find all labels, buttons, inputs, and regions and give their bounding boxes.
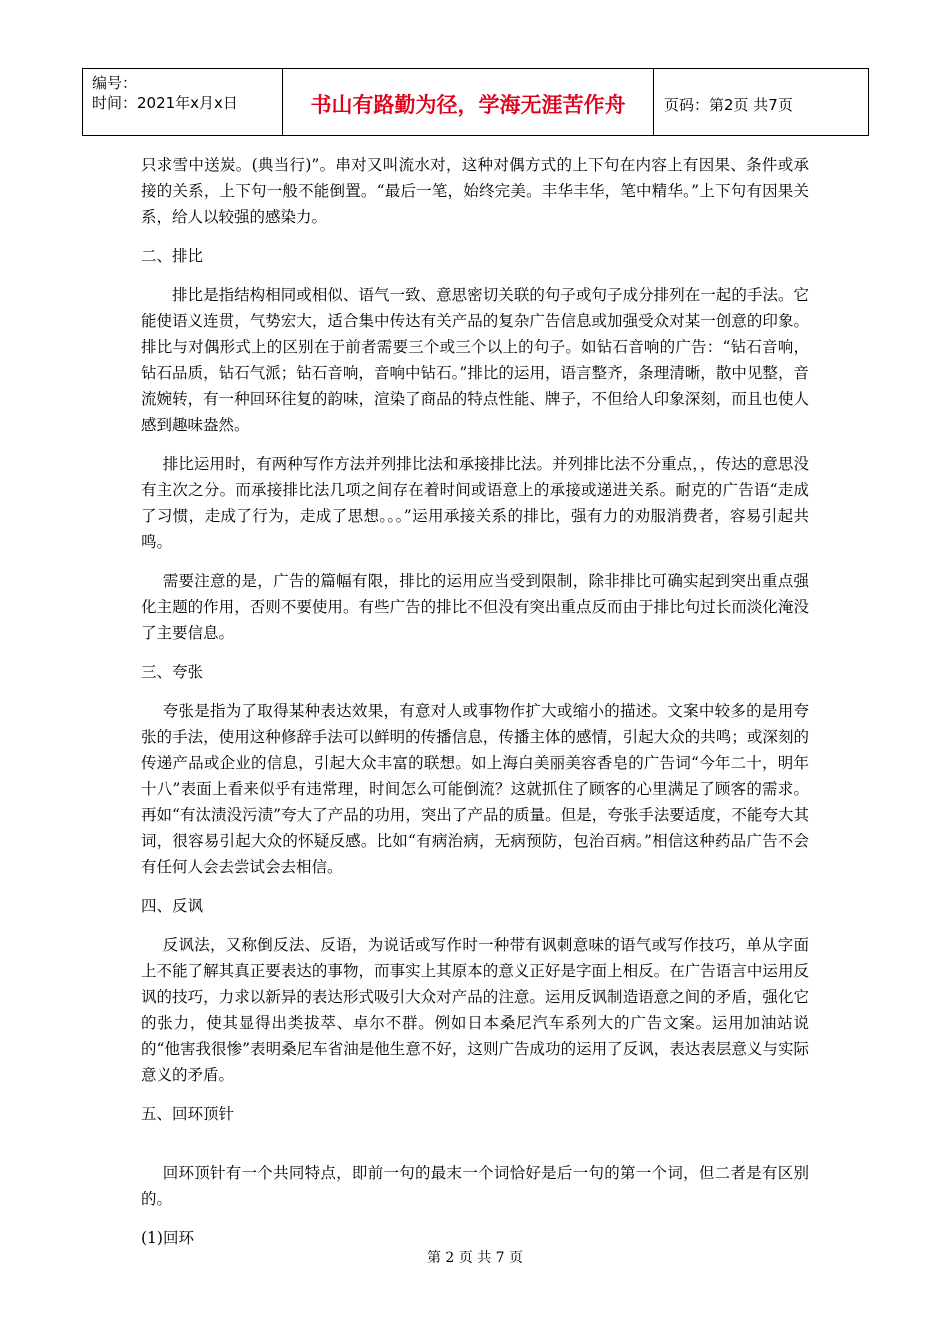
motto-text: 书山有路勤为径，学海无涯苦作舟 — [310, 93, 626, 117]
section-heading-huihuan: 五、回环顶针 — [141, 1105, 235, 1123]
time-label: 时间：2021年x月x日 — [92, 94, 238, 112]
page-footer: 第 2 页 共 7 页 — [426, 1250, 524, 1266]
document-body — [141, 152, 809, 1251]
document-header — [82, 68, 869, 136]
section-heading-fanfeng: 四、反讽 — [141, 897, 204, 915]
motto-cell — [283, 69, 654, 135]
header-meta-cell — [83, 69, 283, 135]
subsection-heading-huihuan: (1)回环 — [141, 1229, 194, 1247]
section-heading-kuazhang: 三、夸张 — [141, 663, 204, 681]
number-label: 编号： — [92, 74, 138, 92]
page-info-text: 页码：第2页 共7页 — [664, 95, 793, 114]
paragraph-paibi-2: 排比运用时，有两种写作方法并列排比法和承接排比法。并列排比法不分重点，，传达的意思没有主次之分。而承接排比法几项之间存在着时间或语意上的承接或递进关系。耐克的广告语“走成了习惯，走成了行为，走成了思想。。。”运用承接关系的排比，强有力的劝服消费者，容易引起共鸣。 — [141, 455, 809, 551]
section-heading-paibi: 二、排比 — [141, 247, 204, 265]
paragraph-kuazhang: 夸张是指为了取得某种表达效果，有意对人或事物作扩大或缩小的描述。文案中较多的是用夸张的手法，使用这种修辞手法可以鲜明的传播信息，传播主体的感情，引起大众的共鸣；或深刻的传递产品或企业的信息，引起大众丰富的联想。如上海白美丽美容香皂的广告词“今年二十，明年十八”表面上看来似乎有违常理，时间怎么可能倒流？这就抓住了顾客的心里满足了顾客的需求。再如“有汰渍没污渍”夸大了产品的功用，突出了产品的质量。但是，夸张手法要适度，不能夸大其词，很容易引起大众的怀疑反感。比如“有病治病，无病预防，包治百病。”相信这种药品广告不会有任何人会去尝试会去相信。 — [141, 702, 809, 876]
paragraph-fanfeng: 反讽法，又称倒反法、反语，为说话或写作时一种带有讽刺意味的语气或写作技巧，单从字面上不能了解其真正要表达的事物，而事实上其原本的意义正好是字面上相反。在广告语言中运用反讽的技巧，力求以新异的表达形式吸引大众对产品的注意。运用反讽制造语意之间的矛盾，强化它的张力，使其显得出类拔萃、卓尔不群。例如日本桑尼汽车系列大的广告文案。运用加油站说的“他害我很惨”表明桑尼车省油是他生意不好，这则广告成功的运用了反讽，表达表层意义与实际意义的矛盾。 — [141, 936, 809, 1084]
paragraph-paibi-1: 排比是指结构相同或相似、语气一致、意思密切关联的句子或句子成分排列在一起的手法。它能使语义连贯，气势宏大，适合集中传达有关产品的复杂广告信息或加强受众对某一创意的印象。排比与对偶形式上的区别在于前者需要三个或三个以上的句子。如钻石音响的广告：“钻石音响，钻石品质，钻石气派；钻石音响，音响中钻石。”排比的运用，语言整齐，条理清晰，散中见整，音流婉转，有一种回环往复的韵味，渲染了商品的特点性能、牌子，不但给人印象深刻，而且也使人感到趣味盎然。 — [141, 286, 809, 434]
paragraph-intro: 只求雪中送炭。(典当行)”。串对又叫流水对，这种对偶方式的上下句在内容上有因果、条件或承接的关系，上下句一般不能倒置。“最后一笔，始终完美。丰华丰华，笔中精华。”上下句有因果关系，给人以较强的感染力。 — [141, 156, 809, 226]
paragraph-paibi-3: 需要注意的是，广告的篇幅有限，排比的运用应当受到限制，除非排比可确实起到突出重点强化主题的作用，否则不要使用。有些广告的排比不但没有突出重点反而由于排比句过长而淡化淹没了主要信息。 — [141, 572, 809, 642]
paragraph-huihuan: 回环顶针有一个共同特点，即前一句的最末一个词恰好是后一句的第一个词，但二者是有区别的。 — [141, 1164, 809, 1208]
page-info-cell — [654, 69, 868, 135]
